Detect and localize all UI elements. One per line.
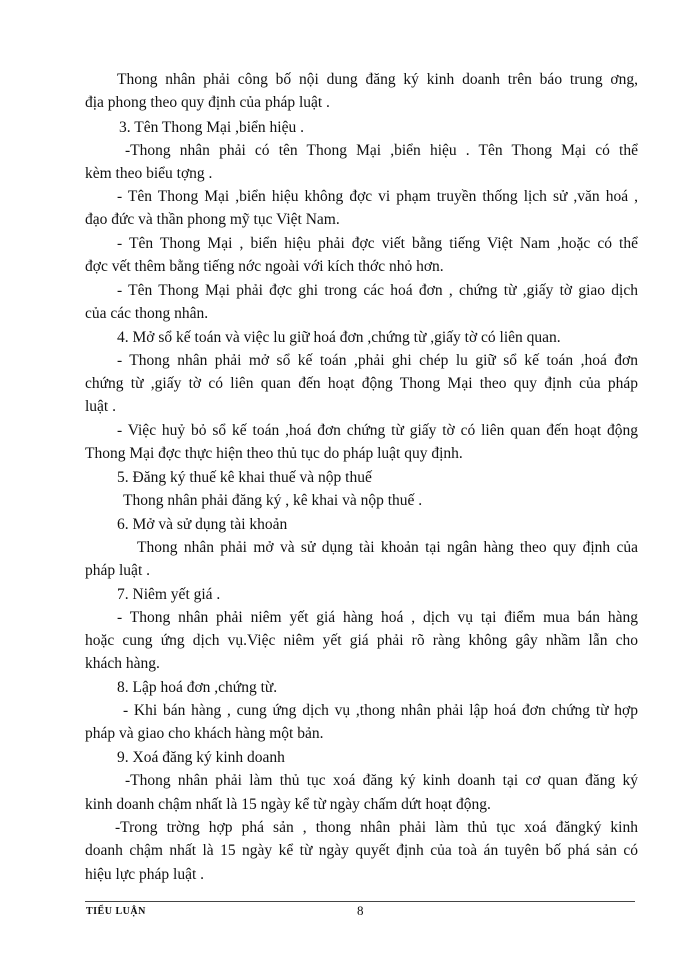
text-line: - Tên Thong Mại ,biển hiệu không đợc vi phạm truyền thống lịch sử ,văn hoá , — [117, 188, 638, 205]
text-line: hiệu lực pháp luật . — [85, 866, 205, 883]
text-line: 5. Đăng ký thuế kê khai thuế và nộp thuế — [117, 469, 372, 486]
text-line: - Tên Thong Mại phải đợc ghi trong các hoá đơn , chứng từ ,giấy tờ giao dịch — [117, 282, 638, 299]
footer-rule — [85, 901, 635, 902]
text-line: 7. Niêm yết giá . — [117, 586, 221, 603]
text-line: Thong Mại đợc thực hiện theo thủ tục do pháp luật quy định. — [85, 445, 463, 462]
text-line: Thong nhân phải đăng ký , kê khai và nộp thuế . — [123, 492, 423, 509]
footer-label: TIỂU LUẬN — [86, 906, 146, 917]
text-line: - Việc huỷ bỏ sổ kế toán ,hoá đơn chứng từ giấy tờ có liên quan đến hoạt động — [117, 422, 638, 439]
text-line: -Thong nhân phải có tên Thong Mại ,biển hiệu . Tên Thong Mại có thể — [125, 142, 638, 159]
text-line: - Tên Thong Mại , biển hiệu phải đợc viết bằng tiếng Việt Nam ,hoặc có thể — [117, 235, 638, 252]
text-line: pháp luật . — [85, 562, 150, 579]
text-line: Thong nhân phải mở và sử dụng tài khoản tại ngân hàng theo quy định của — [137, 539, 638, 556]
text-line: 8. Lập hoá đơn ,chứng từ. — [117, 679, 278, 696]
text-line: kèm theo biểu tợng . — [85, 165, 213, 182]
text-line: - Khi bán hàng , cung ứng dịch vụ ,thong nhân phải lập hoá đơn chứng từ hợp — [123, 702, 638, 719]
text-line: của các thong nhân. — [85, 305, 209, 322]
text-line: pháp và giao cho khách hàng một bản. — [85, 725, 324, 742]
text-line: chứng từ ,giấy tờ có liên quan đến hoạt động Thong Mại theo quy định của pháp — [85, 375, 638, 392]
text-line: 9. Xoá đăng ký kinh doanh — [117, 749, 285, 766]
text-line: 4. Mở sổ kế toán và việc lu giữ hoá đơn ,chứng từ ,giấy tờ có liên quan. — [117, 329, 561, 346]
text-line: đợc vết thêm bằng tiếng nớc ngoài với kích thớc nhỏ hơn. — [85, 258, 444, 275]
text-line: - Thong nhân phải mở sổ kế toán ,phải ghi chép lu giữ sổ kế toán ,hoá đơn — [117, 352, 638, 369]
text-line: 6. Mở và sử dụng tài khoản — [117, 516, 288, 533]
text-line: 3. Tên Thong Mại ,biển hiệu . — [119, 119, 304, 136]
text-line: khách hàng. — [85, 655, 160, 672]
text-line: đạo đức và thần phong mỹ tục Việt Nam. — [85, 211, 340, 228]
text-line: kinh doanh chậm nhất là 15 ngày kể từ ngày chấm dứt hoạt động. — [85, 796, 491, 813]
page-number: 8 — [357, 903, 364, 918]
text-line: địa phong theo quy định của pháp luật . — [85, 94, 330, 111]
text-line: - Thong nhân phải niêm yết giá hàng hoá , dịch vụ tại điểm mua bán hàng — [117, 609, 638, 626]
text-line: hoặc cung ứng dịch vụ.Việc niêm yết giá phải rõ ràng không gây nhầm lẫn cho — [85, 632, 638, 649]
text-line: -Thong nhân phải làm thủ tục xoá đăng ký kinh doanh tại cơ quan đăng ký — [125, 772, 638, 789]
text-line: Thong nhân phải công bố nội dung đăng ký kinh doanh trên báo trung ơng, — [117, 71, 638, 88]
text-line: -Trong trờng hợp phá sản , thong nhân phải làm thủ tục xoá đăngký kinh — [115, 819, 638, 836]
text-line: luật . — [85, 398, 116, 415]
text-line: doanh chậm nhất là 15 ngày kể từ ngày quyết định của toà án tuyên bố phá sản có — [85, 842, 638, 859]
